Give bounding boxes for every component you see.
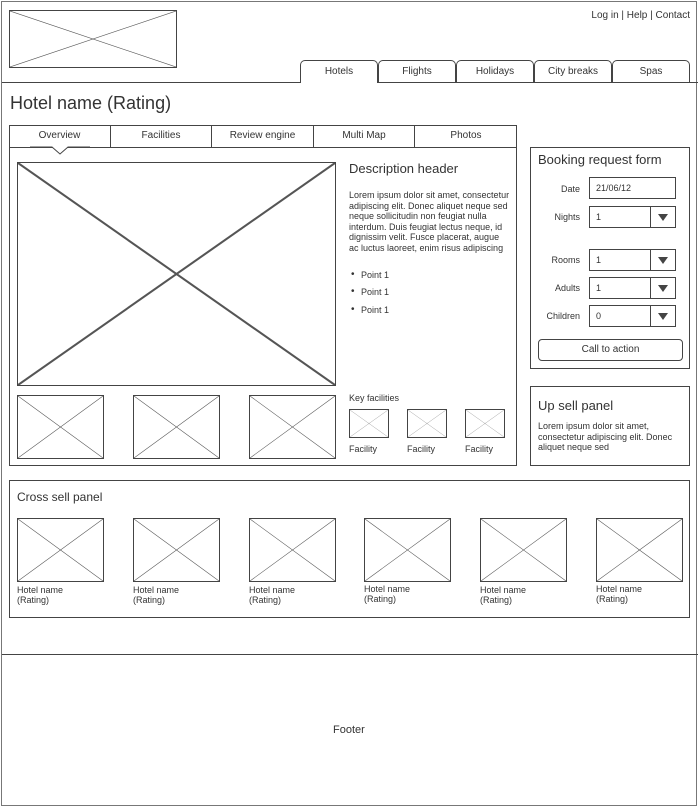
utility-links [591, 10, 690, 21]
adults-select[interactable] [589, 277, 676, 299]
facility-label: Facility [407, 444, 436, 454]
upsell-title: Up sell panel [538, 398, 614, 413]
subtab-multi-map[interactable]: Multi Map [314, 126, 415, 148]
hotel-name: Hotel name [249, 585, 296, 595]
dropdown-arrow-icon[interactable] [650, 306, 675, 326]
nights-select[interactable] [589, 206, 676, 228]
call-to-action-button[interactable]: Call to action [538, 339, 683, 361]
cross-sell-hotel-caption[interactable] [133, 585, 179, 605]
hotel-name: Hotel name [133, 585, 180, 595]
description-header: Description header [349, 161, 459, 176]
hotel-rating: (Rating) [364, 594, 397, 604]
hotel-rating: (Rating) [133, 595, 166, 605]
date-label: Date [560, 184, 580, 194]
tab-hotels[interactable]: Hotels [300, 60, 378, 83]
nights-value: 1 [596, 212, 602, 222]
rooms-value: 1 [596, 255, 602, 265]
facility-label: Facility [465, 444, 494, 454]
rooms-label: Rooms [551, 255, 580, 265]
login-link[interactable]: Log in [591, 10, 619, 21]
upsell-text: Lorem ipsum dolor sit amet, consectetur adipiscing elit. Donec aliquet neque sed [538, 421, 673, 452]
children-value: 0 [596, 311, 602, 321]
cross-sell-hotel-caption[interactable] [17, 585, 63, 605]
hotel-name: Hotel name [596, 584, 643, 594]
cross-sell-hotel-image[interactable] [17, 518, 104, 582]
thumbnail-image[interactable] [133, 395, 220, 459]
tab-flights[interactable]: Flights [378, 60, 456, 82]
children-label: Children [546, 311, 580, 321]
description-point: • Point 1 [361, 287, 389, 297]
cross-sell-hotel-image[interactable] [596, 518, 683, 582]
dropdown-arrow-icon[interactable] [650, 250, 675, 270]
facility-icon [407, 409, 447, 438]
cross-sell-hotel-caption[interactable] [480, 585, 526, 605]
key-facilities-label: Key facilities [349, 393, 400, 403]
hotel-name: Hotel name [480, 585, 527, 595]
link-separator: | [618, 10, 627, 21]
cross-sell-hotel-caption[interactable] [596, 584, 642, 604]
footer-divider [2, 654, 698, 655]
logo-image-placeholder[interactable] [9, 10, 177, 68]
thumbnail-image[interactable] [17, 395, 104, 459]
subtab-overview[interactable]: Overview [9, 126, 111, 148]
rooms-select[interactable] [589, 249, 676, 271]
dropdown-arrow-icon[interactable] [650, 278, 675, 298]
thumbnail-image[interactable] [249, 395, 336, 459]
contact-link[interactable]: Contact [655, 10, 690, 21]
description-point: • Point 1 [361, 305, 389, 315]
cross-sell-hotel-caption[interactable] [249, 585, 295, 605]
tab-holidays[interactable]: Holidays [456, 60, 534, 82]
subtab-review-engine[interactable]: Review engine [212, 126, 314, 148]
hotel-rating: (Rating) [17, 595, 50, 605]
facility-icon [349, 409, 389, 438]
date-field[interactable]: 21/06/12 [589, 177, 676, 199]
hotel-name: Hotel name [17, 585, 64, 595]
adults-value: 1 [596, 283, 602, 293]
footer-label: Footer [333, 724, 365, 736]
link-separator: | [647, 10, 656, 21]
nights-label: Nights [554, 212, 580, 222]
dropdown-arrow-icon[interactable] [650, 207, 675, 227]
tab-city-breaks[interactable]: City breaks [534, 60, 612, 82]
children-select[interactable] [589, 305, 676, 327]
help-link[interactable]: Help [626, 10, 648, 21]
tab-spas[interactable]: Spas [612, 60, 690, 82]
description-point: • Point 1 [361, 270, 389, 280]
cross-sell-hotel-image[interactable] [133, 518, 220, 582]
cross-sell-hotel-caption[interactable] [364, 584, 410, 604]
hotel-rating: (Rating) [249, 595, 282, 605]
booking-form-title: Booking request form [538, 152, 662, 167]
cross-sell-title: Cross sell panel [17, 490, 103, 504]
subtab-facilities[interactable]: Facilities [111, 126, 212, 148]
cross-sell-hotel-image[interactable] [364, 518, 451, 582]
cross-sell-panel [9, 480, 690, 618]
facility-icon [465, 409, 505, 438]
main-hotel-image[interactable] [17, 162, 336, 386]
cross-sell-hotel-image[interactable] [480, 518, 567, 582]
adults-label: Adults [554, 283, 580, 293]
hotel-rating: (Rating) [596, 594, 629, 604]
page-title: Hotel name (Rating) [10, 93, 172, 113]
subtab-photos[interactable]: Photos [450, 130, 482, 141]
hotel-rating: (Rating) [480, 595, 513, 605]
cross-sell-hotel-image[interactable] [249, 518, 336, 582]
facility-label: Facility [349, 444, 378, 454]
hotel-name: Hotel name [364, 584, 411, 594]
active-tab-indicator [30, 146, 90, 156]
description-text: Lorem ipsum dolor sit amet, consectetur adipiscing elit. Donec aliquet neque sed neque sollicitudin non feugiat nulla interdum. Duis feugiat lectus neque, id dignissim velit. Fusce placerat, augue ac luctus laoreet, enim risus adipiscing [349, 190, 510, 253]
